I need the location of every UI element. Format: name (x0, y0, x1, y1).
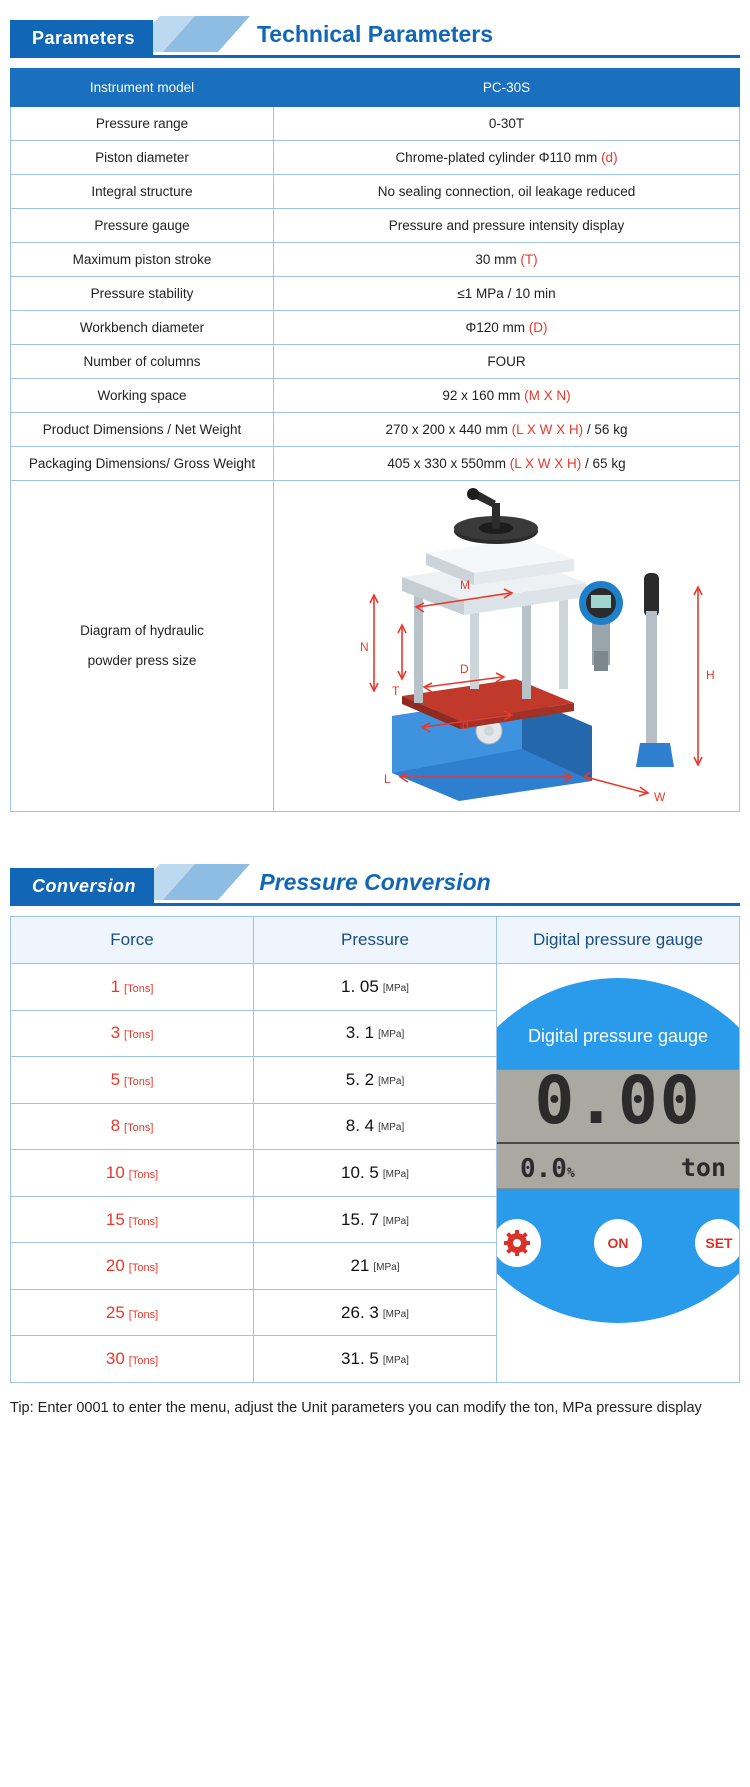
parameters-title: Technical Parameters (256, 21, 494, 47)
row-value-tail: / 56 kg (586, 422, 628, 437)
on-button[interactable] (594, 1219, 642, 1267)
lcd-unit: ton (680, 1153, 726, 1182)
row-value (274, 243, 740, 277)
lcd-sub-number: 0.0 (520, 1154, 567, 1184)
force-unit: [Tons] (124, 1075, 154, 1088)
gauge-button-row (497, 1219, 739, 1267)
column-header-gauge: Digital pressure gauge (497, 917, 740, 964)
dimension-label-N: N (360, 640, 369, 654)
force-value: 30 (105, 1349, 125, 1369)
row-value (274, 311, 740, 345)
parameters-tag (10, 20, 153, 56)
table-row (11, 175, 740, 209)
pressure-value: 3. 1 (345, 1023, 375, 1043)
table-row (11, 243, 740, 277)
pressure-unit: [MPa] (382, 982, 409, 994)
force-value: 5 (110, 1069, 121, 1089)
digital-gauge-cell (497, 964, 740, 1383)
row-value-text: 30 mm (475, 252, 517, 267)
cell-pressure (254, 1196, 497, 1243)
dimension-label-M: M (460, 578, 470, 592)
instrument-model-label: Instrument model (11, 69, 274, 107)
pressure-value: 31. 5 (341, 1349, 379, 1369)
diagram-label-line1: Diagram of hydraulic (80, 623, 204, 638)
table-row (11, 379, 740, 413)
pressure-value: 8. 4 (345, 1116, 375, 1136)
cell-force (11, 1196, 254, 1243)
row-label: Product Dimensions / Net Weight (11, 413, 274, 447)
pressure-unit: [MPa] (382, 1168, 409, 1180)
row-value: ≤1 MPa / 10 min (274, 277, 740, 311)
row-label: Pressure range (11, 107, 274, 141)
row-value-note: (L X W X H) (509, 456, 582, 471)
dimension-label-d: d (462, 718, 469, 732)
force-unit: [Tons] (124, 1122, 154, 1135)
force-unit: [Tons] (124, 982, 154, 995)
pressure-unit: [MPa] (382, 1308, 409, 1320)
lcd-main-value: 0.00 (534, 1062, 702, 1139)
force-value: 1 (110, 976, 121, 996)
force-unit: [Tons] (128, 1308, 159, 1321)
dimension-label-T: T (392, 684, 400, 698)
parameters-tag-label: Parameters (32, 27, 136, 48)
cell-force (11, 1243, 254, 1290)
digital-pressure-gauge (497, 964, 739, 1382)
dimension-label-W: W (654, 790, 666, 804)
row-value-text: Chrome-plated cylinder Φ110 mm (395, 150, 598, 165)
row-label: Workbench diameter (11, 311, 274, 345)
row-value-note: (T) (520, 252, 538, 267)
cell-pressure (254, 964, 497, 1011)
table-row-header (11, 917, 740, 964)
row-value-text: Φ120 mm (465, 320, 526, 335)
force-value: 8 (110, 1116, 121, 1136)
conversion-tag-label: Conversion (32, 875, 137, 896)
force-value: 20 (105, 1256, 125, 1276)
cell-force (11, 1103, 254, 1150)
pressure-value: 10. 5 (341, 1162, 379, 1182)
cell-pressure (254, 1150, 497, 1197)
table-row (11, 447, 740, 481)
row-label: Pressure gauge (11, 209, 274, 243)
row-value: FOUR (274, 345, 740, 379)
tip-text: Tip: Enter 0001 to enter the menu, adjust the Unit parameters you can modify the ton, MPa pressure display (10, 1400, 702, 1416)
gear-icon-svg (504, 1230, 530, 1256)
table-row (11, 277, 740, 311)
conversion-section-header (10, 864, 740, 908)
table-row (11, 413, 740, 447)
row-value (274, 141, 740, 175)
pressure-value: 15. 7 (341, 1209, 379, 1229)
force-unit: [Tons] (124, 1029, 154, 1042)
cell-force (11, 1010, 254, 1057)
row-label: Piston diameter (11, 141, 274, 175)
row-label: Packaging Dimensions/ Gross Weight (11, 447, 274, 481)
lcd-sub-value (520, 1154, 575, 1184)
gauge-title: Digital pressure gauge (527, 1026, 709, 1046)
cell-pressure (254, 1010, 497, 1057)
row-label: Maximum piston stroke (11, 243, 274, 277)
lcd-divider (497, 1142, 739, 1144)
diagram-label-line2: powder press size (87, 653, 197, 668)
dimension-label-D: D (460, 662, 469, 676)
row-value-text: 270 x 200 x 440 mm (385, 422, 508, 437)
table-row-header (11, 69, 740, 107)
force-unit: [Tons] (128, 1355, 159, 1368)
cell-pressure (254, 1289, 497, 1336)
row-value (274, 413, 740, 447)
pressure-value: 1. 05 (341, 976, 379, 996)
column-header-force: Force (11, 917, 254, 964)
gauge-lcd-screen (497, 1062, 739, 1189)
set-button[interactable] (695, 1219, 739, 1267)
dimension-label-L: L (384, 772, 391, 786)
pressure-conversion-table (10, 916, 740, 1383)
row-value (274, 447, 740, 481)
set-button-label: SET (705, 1235, 733, 1251)
pressure-value: 26. 3 (341, 1302, 379, 1322)
table-row (11, 345, 740, 379)
cell-force (11, 964, 254, 1011)
conversion-tag (10, 868, 154, 904)
hydraulic-press-diagram (274, 481, 739, 811)
cell-pressure (254, 1103, 497, 1150)
diagram-image-cell (274, 481, 740, 812)
row-value (274, 379, 740, 413)
table-row (11, 311, 740, 345)
on-button-label: ON (607, 1235, 629, 1251)
instrument-model-value: PC-30S (274, 69, 740, 107)
row-value-text: 92 x 160 mm (442, 388, 521, 403)
row-value-note: (M X N) (524, 388, 571, 403)
force-unit: [Tons] (128, 1262, 159, 1275)
table-row (11, 107, 740, 141)
cell-force (11, 1289, 254, 1336)
cell-force (11, 1336, 254, 1383)
section-spacer (10, 812, 740, 858)
table-row (11, 141, 740, 175)
pressure-unit: [MPa] (378, 1029, 405, 1041)
table-row (11, 964, 740, 1011)
force-unit: [Tons] (128, 1168, 159, 1181)
force-value: 25 (105, 1302, 125, 1322)
cell-pressure (254, 1336, 497, 1383)
row-value: Pressure and pressure intensity display (274, 209, 740, 243)
row-value-text: 405 x 330 x 550mm (387, 456, 506, 471)
parameters-section-header (10, 16, 740, 60)
technical-parameters-table (10, 68, 740, 812)
row-value-note: (d) (601, 150, 618, 165)
gear-icon[interactable] (497, 1219, 541, 1267)
row-label: Working space (11, 379, 274, 413)
dimension-label-H: H (706, 668, 715, 682)
press-diagram-svg (274, 481, 750, 811)
force-value: 3 (110, 1023, 121, 1043)
force-unit: [Tons] (128, 1215, 159, 1228)
row-value-note: (D) (528, 320, 548, 335)
cell-force (11, 1057, 254, 1104)
row-label: Number of columns (11, 345, 274, 379)
cell-force (11, 1150, 254, 1197)
pressure-unit: [MPa] (382, 1215, 409, 1227)
row-value: 0-30T (274, 107, 740, 141)
pressure-unit: [MPa] (382, 1355, 409, 1367)
row-label: Pressure stability (11, 277, 274, 311)
row-label: Integral structure (11, 175, 274, 209)
force-value: 15 (105, 1209, 125, 1229)
row-value-tail: / 65 kg (585, 456, 626, 471)
pressure-unit: [MPa] (373, 1262, 400, 1274)
pressure-value: 21 (350, 1256, 370, 1276)
table-row-diagram (11, 481, 740, 812)
diagram-label-cell (11, 481, 274, 812)
row-value: No sealing connection, oil leakage reduced (274, 175, 740, 209)
conversion-title: Pressure Conversion (259, 869, 491, 895)
pressure-unit: [MPa] (378, 1122, 405, 1134)
pressure-unit: [MPa] (378, 1075, 405, 1087)
cell-pressure (254, 1057, 497, 1104)
cell-pressure (254, 1243, 497, 1290)
table-row (11, 209, 740, 243)
force-value: 10 (105, 1162, 125, 1182)
row-value-note: (L X W X H) (511, 422, 584, 437)
lcd-sub-unit: % (566, 1166, 575, 1181)
pressure-value: 5. 2 (345, 1069, 375, 1089)
column-header-pressure: Pressure (254, 917, 497, 964)
